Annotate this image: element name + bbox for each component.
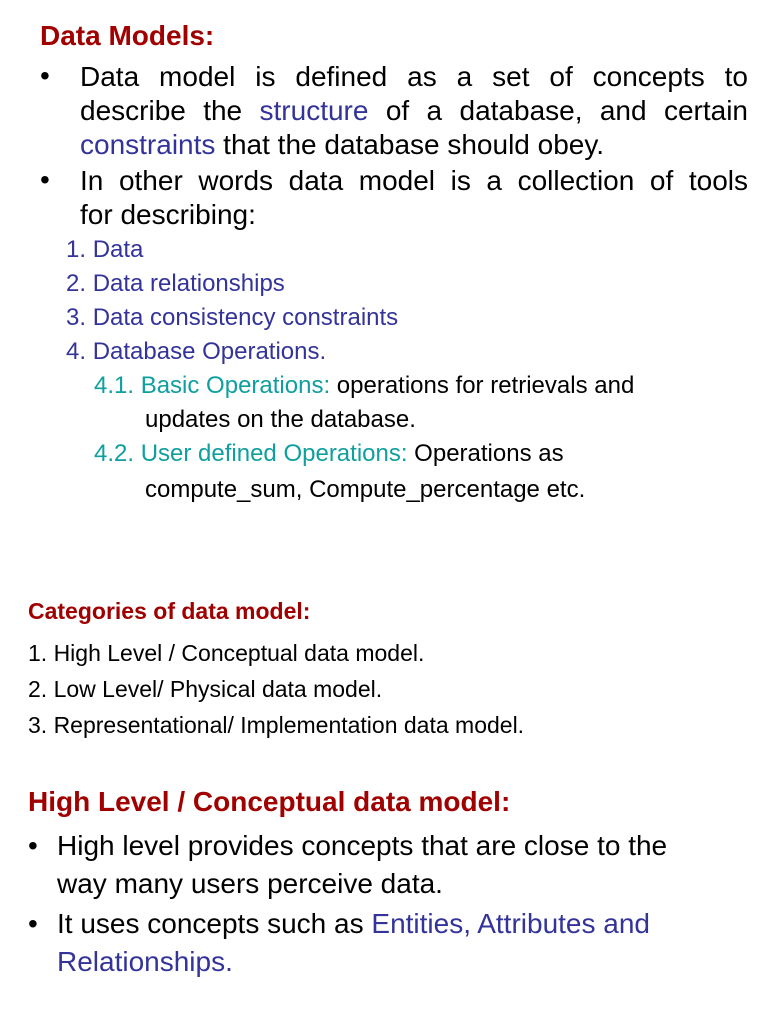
list-item-consistency: [66, 304, 398, 332]
list-item-relationships: [66, 270, 285, 298]
bullet-marker: •: [40, 164, 50, 195]
term-constraints: constraints: [80, 129, 216, 160]
bullet-collection-line2: for describing:: [80, 199, 256, 230]
bullet-marker: •: [28, 908, 38, 939]
sub-desc: operations for retrievals and: [330, 372, 635, 399]
sub-number: 4.2.: [94, 440, 135, 467]
bullet-close-to-users-line1: High level provides concepts that are close to the: [57, 830, 668, 861]
heading-high-level-model: High Level / Conceptual data model:: [28, 786, 511, 817]
text-should-obey: that the database should obey.: [215, 129, 605, 160]
text-of-database: of a database, and certain: [368, 95, 748, 126]
bullet-marker: •: [28, 830, 38, 861]
term-relationships: Relationships.: [57, 946, 233, 977]
category-item-representational: 3. Representational/ Implementation data model.: [28, 712, 525, 738]
list-item-operations: [66, 338, 326, 366]
list-text: Data: [92, 236, 144, 263]
list-number: 4.: [66, 338, 87, 365]
sub-desc: Operations as: [407, 440, 564, 467]
sub-title: Basic Operations:: [140, 372, 331, 399]
bullet-definition-line1: Data model is defined as a set of concepts to: [80, 61, 748, 92]
bullet-definition-line3: [80, 128, 748, 162]
bullet-collection-line1: In other words data model is a collection of tools: [80, 165, 748, 196]
category-item-high-level: 1. High Level / Conceptual data model.: [28, 640, 425, 666]
list-text: Database Operations.: [92, 338, 327, 365]
sub-title: User defined Operations:: [140, 440, 408, 467]
bullet-close-to-users-line2: way many users perceive data.: [57, 868, 443, 899]
bullet-definition: [80, 60, 748, 162]
bullet-uses-concepts-line1: [57, 904, 650, 944]
list-item-data: [66, 236, 143, 264]
list-text: Data consistency constraints: [92, 304, 399, 331]
list-number: 3.: [66, 304, 87, 331]
sub-item-basic-operations: [94, 372, 634, 400]
list-text: Data relationships: [92, 270, 285, 297]
list-number: 1.: [66, 236, 87, 263]
sub-item-user-operations-cont: compute_sum, Compute_percentage etc.: [145, 476, 586, 503]
term-entities-attributes: Entities, Attributes and: [371, 908, 650, 939]
list-number: 2.: [66, 270, 87, 297]
heading-data-models: Data Models:: [40, 20, 215, 51]
bullet-collection: [80, 164, 748, 232]
heading-categories: Categories of data model:: [28, 598, 311, 624]
text-uses-concepts: It uses concepts such as: [57, 908, 372, 939]
sub-number: 4.1.: [94, 372, 135, 399]
sub-item-user-operations: [94, 440, 564, 468]
sub-item-basic-operations-cont: updates on the database.: [145, 406, 416, 433]
bullet-marker: •: [40, 60, 50, 91]
bullet-definition-line2: [80, 94, 748, 128]
category-item-low-level: 2. Low Level/ Physical data model.: [28, 676, 383, 702]
text-describe: describe the: [80, 95, 260, 126]
term-structure: structure: [259, 95, 369, 126]
